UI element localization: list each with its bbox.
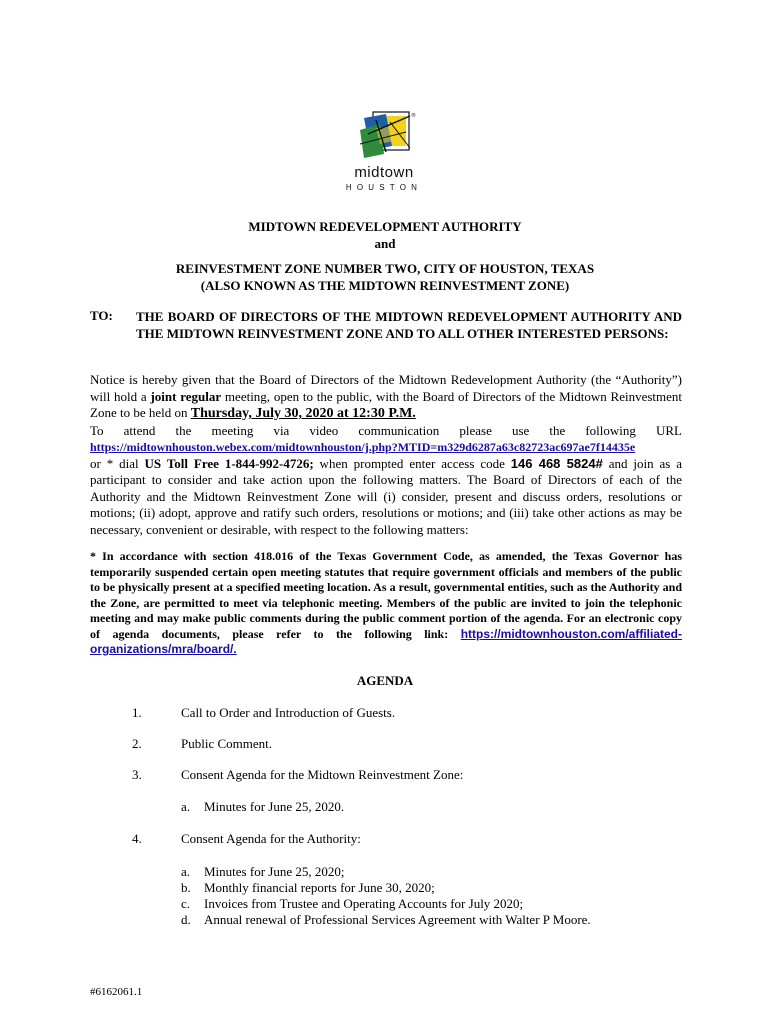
logo-word: midtown: [354, 164, 414, 181]
meeting-date: Thursday, July 30, 2020 at 12:30 P.M.: [190, 406, 416, 421]
agenda-title: AGENDA: [356, 673, 414, 688]
header-authority: MIDTOWN REDEVELOPMENT AUTHORITY: [248, 219, 522, 234]
agenda-subitem-text: Minutes for June 25, 2020;: [204, 864, 345, 879]
agenda-subitem-letter: c.: [181, 896, 191, 911]
toll-free-number: US Toll Free 1-844-992-4726;: [144, 455, 314, 471]
open-meeting-note-text: * In accordance with section 418.016 of the Texas Government Code, as amended, the Texas Governor has temporarily suspended certain open meeting statutes that require government officials and members of the public to be physically present at a specified meeting location. As a result, governmental entities, such as the Authority and the Zone, are permitted to meet via telephonic meeting. Members of the public are invited to join the telephonic meeting and may make public comments during the public comment portion of the agenda. For an electronic copy of agenda documents, please refer to the following link:: [90, 549, 682, 641]
agenda-subitem-letter: d.: [181, 912, 191, 927]
agenda-item-text: Consent Agenda for the Midtown Reinvestment Zone:: [181, 767, 464, 782]
notice-paragraph: [90, 372, 682, 538]
notice-joint-regular: joint regular: [150, 388, 222, 404]
notice-text-3: and join as a participant to consider and take action upon the following matters. The Board of Directors of each of the Authority and the Midtown Reinvestment Zone will (i) consider, present and discuss orders, resolutions or motions; (ii) adopt, approve and ratify such orders, resolutions or motions; and (iii) take other actions as may be necessary, convenient or desirable, with respect to the following matters:: [90, 455, 683, 537]
agenda-item-number: 4.: [132, 831, 142, 846]
header-aka: (ALSO KNOWN AS THE MIDTOWN REINVESTMENT ZONE): [200, 278, 570, 293]
board-documents-link[interactable]: https://midtownhouston.com/affiliated-organizations/mra/board/.: [90, 626, 683, 656]
notice-or-dial: or * dial: [90, 455, 145, 471]
open-meeting-note: [90, 549, 682, 658]
agenda-subitem-text: Annual renewal of Professional Services Agreement with Walter P Moore.: [204, 912, 591, 927]
agenda-item-number: 2.: [132, 736, 142, 751]
notice-text-1: Notice is hereby given that the Board of Directors of the Midtown Redevelopment Authority (the “Authority”) will hold a: [90, 372, 682, 404]
header-and: and: [374, 236, 396, 251]
agenda-item-number: 1.: [132, 705, 142, 720]
agenda-subitem-text: Invoices from Trustee and Operating Accounts for July 2020;: [204, 896, 524, 911]
document-number: #6162061.1: [90, 986, 143, 998]
agenda-subitem-letter: b.: [181, 880, 191, 895]
to-label: TO:: [90, 308, 113, 323]
access-code: 146 468 5824#: [510, 455, 603, 471]
notice-prompt: when prompted enter access code: [313, 455, 511, 471]
agenda-subitem-text: Monthly financial reports for June 30, 2020;: [204, 880, 435, 895]
agenda-item-number: 3.: [132, 767, 142, 782]
agenda-item-text: Call to Order and Introduction of Guests.: [181, 705, 396, 720]
attend-instructions: To attend the meeting via video communication please use the following URL: [90, 422, 682, 438]
header-zone: REINVESTMENT ZONE NUMBER TWO, CITY OF HOUSTON, TEXAS: [175, 261, 595, 276]
to-recipients: THE BOARD OF DIRECTORS OF THE MIDTOWN REDEVELOPMENT AUTHORITY AND THE MIDTOWN REINVESTMENT ZONE AND TO ALL OTHER INTERESTED PERSONS:: [136, 309, 682, 341]
agenda-item-text: Public Comment.: [181, 736, 272, 751]
logo-subtitle: HOUSTON: [345, 183, 423, 192]
agenda-subitem-letter: a.: [181, 864, 191, 879]
registered-mark: ®: [411, 113, 416, 119]
agenda-item-text: Consent Agenda for the Authority:: [181, 831, 361, 846]
agenda-subitem-text: Minutes for June 25, 2020.: [204, 799, 345, 814]
webex-link[interactable]: https://midtownhouston.webex.com/midtownhouston/j.php?MTID=m329d6287a63c82723ac697ae7f14435e: [90, 440, 636, 454]
agenda-subitem-letter: a.: [181, 799, 191, 814]
notice-text-2: meeting, open to the public, with the Board of Directors of the Midtown Reinvestment Zone to be held on: [90, 388, 683, 420]
